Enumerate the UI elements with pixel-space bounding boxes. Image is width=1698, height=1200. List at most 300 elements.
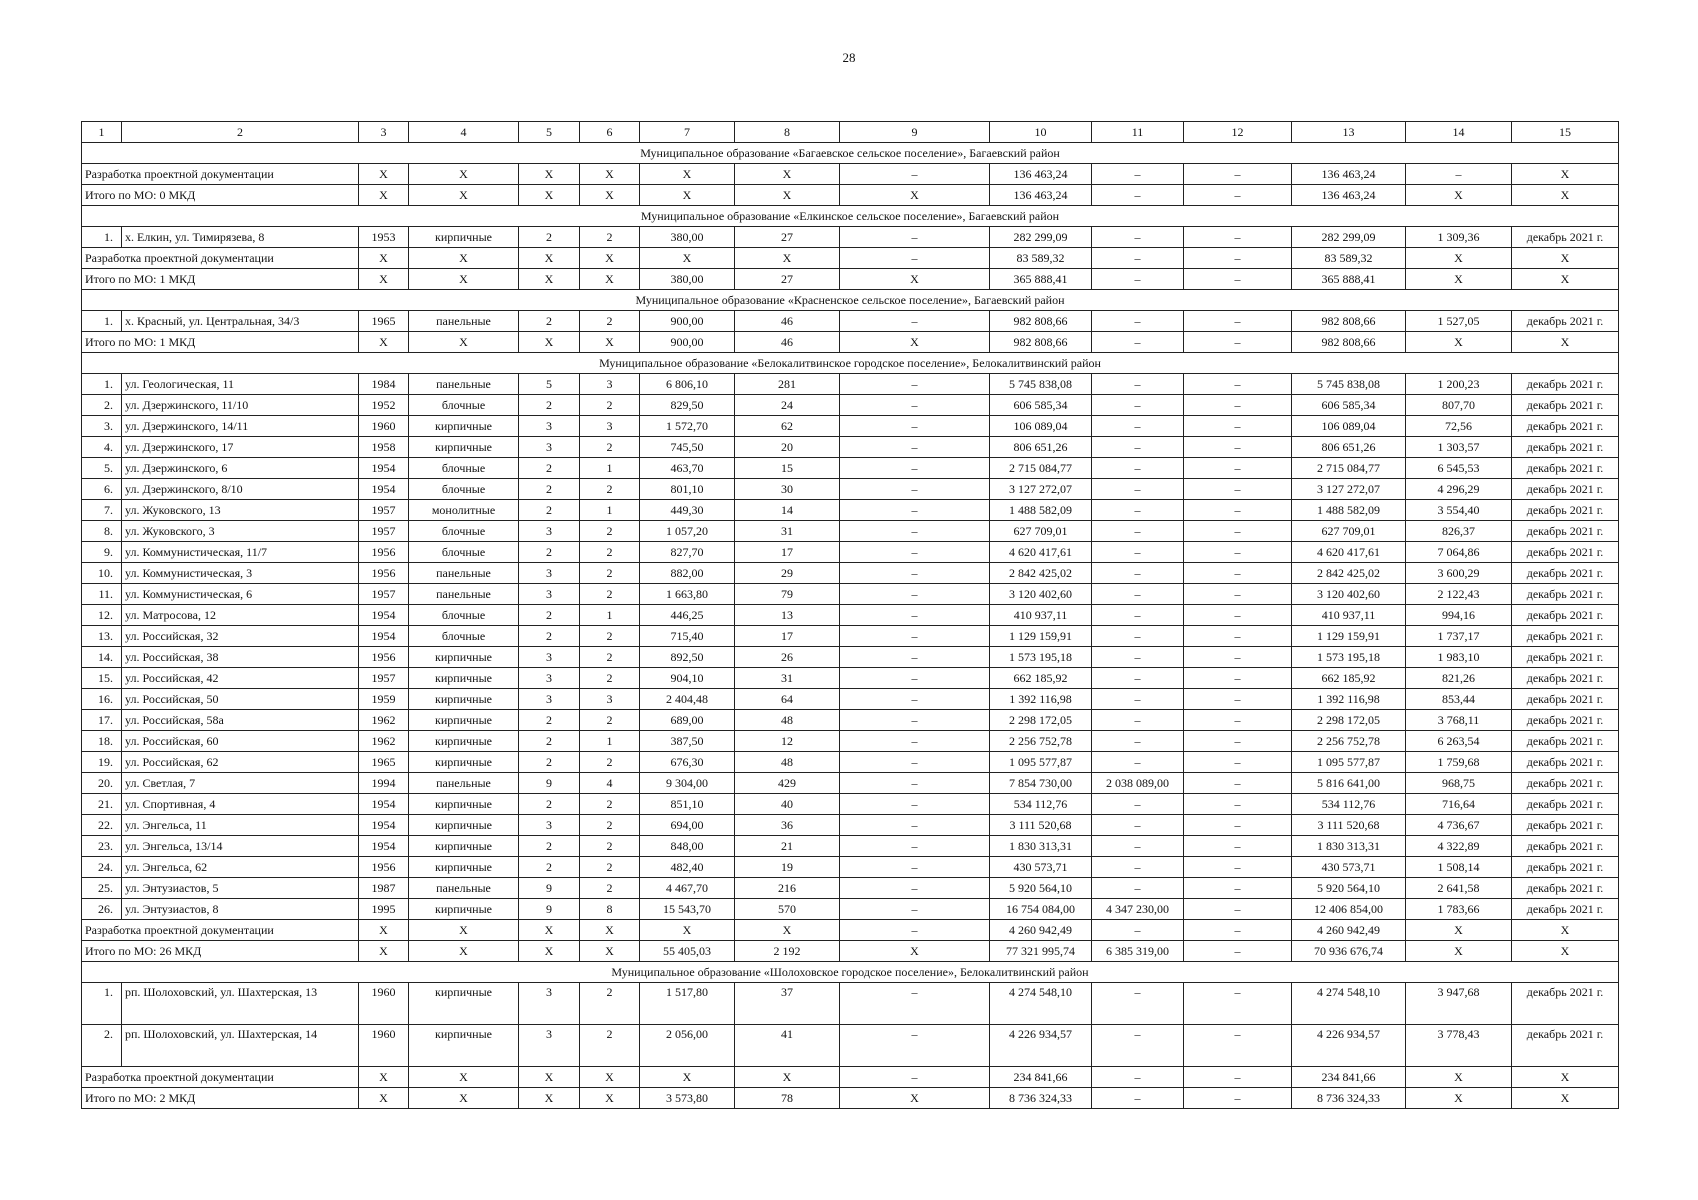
- table-cell: 3 111 520,68: [1292, 815, 1406, 836]
- table-cell: кирпичные: [409, 227, 519, 248]
- table-row: [82, 416, 1619, 437]
- table-cell: 70 936 676,74: [1292, 941, 1406, 962]
- table-cell: 446,25: [640, 605, 735, 626]
- table-cell: 17.: [82, 710, 122, 731]
- table-cell: 380,00: [640, 269, 735, 290]
- table-cell: X: [359, 1088, 409, 1109]
- table-cell: ул. Дзержинского, 14/11: [122, 416, 359, 437]
- table-cell: декабрь 2021 г.: [1512, 521, 1619, 542]
- table-cell: 745,50: [640, 437, 735, 458]
- table-cell: кирпичные: [409, 416, 519, 437]
- table-cell: 430 573,71: [990, 857, 1092, 878]
- table-cell: 807,70: [1406, 395, 1512, 416]
- table-cell: 1 057,20: [640, 521, 735, 542]
- table-cell: X: [359, 185, 409, 206]
- table-cell: X: [1512, 164, 1619, 185]
- table-cell: 4: [409, 122, 519, 143]
- table-cell: –: [1184, 437, 1292, 458]
- table-cell: 1: [82, 122, 122, 143]
- table-cell: –: [1092, 983, 1184, 1025]
- table-cell: –: [1092, 647, 1184, 668]
- table-cell: X: [1512, 332, 1619, 353]
- table-cell: 8: [735, 122, 840, 143]
- section-title: Муниципальное образование «Багаевское сельское поселение», Багаевский район: [82, 143, 1619, 164]
- table-cell: 2: [580, 227, 640, 248]
- table-cell: –: [840, 521, 990, 542]
- table-row: [82, 563, 1619, 584]
- section-title: Муниципальное образование «Белокалитвинское городское поселение», Белокалитвинский район: [82, 353, 1619, 374]
- table-cell: –: [840, 920, 990, 941]
- table-cell: X: [640, 920, 735, 941]
- table-cell: 12 406 854,00: [1292, 899, 1406, 920]
- table-cell: 3 600,29: [1406, 563, 1512, 584]
- table-cell: 3: [519, 521, 580, 542]
- table-cell: –: [1184, 920, 1292, 941]
- table-cell: 662 185,92: [990, 668, 1092, 689]
- summary-row: [82, 332, 1619, 353]
- table-cell: 6.: [82, 479, 122, 500]
- table-cell: 282 299,09: [1292, 227, 1406, 248]
- summary-row: [82, 269, 1619, 290]
- table-cell: 387,50: [640, 731, 735, 752]
- table-cell: 3: [519, 815, 580, 836]
- table-cell: X: [359, 941, 409, 962]
- table-cell: 55 405,03: [640, 941, 735, 962]
- table-cell: 1 392 116,98: [990, 689, 1092, 710]
- table-cell: –: [1092, 710, 1184, 731]
- table-cell: 627 709,01: [990, 521, 1092, 542]
- table-cell: 2 404,48: [640, 689, 735, 710]
- table-cell: 1956: [359, 542, 409, 563]
- table-cell: декабрь 2021 г.: [1512, 836, 1619, 857]
- table-cell: 1 095 577,87: [990, 752, 1092, 773]
- table-cell: 2: [580, 710, 640, 731]
- table-cell: X: [840, 332, 990, 353]
- table-cell: 801,10: [640, 479, 735, 500]
- table-cell: 3: [519, 983, 580, 1025]
- table-cell: 3: [519, 647, 580, 668]
- table-cell: ул. Дзержинского, 17: [122, 437, 359, 458]
- table-cell: 12: [1184, 122, 1292, 143]
- table-cell: 3 778,43: [1406, 1025, 1512, 1067]
- table-cell: декабрь 2021 г.: [1512, 227, 1619, 248]
- table-cell: рп. Шолоховский, ул. Шахтерская, 14: [122, 1025, 359, 1067]
- table-cell: ул. Коммунистическая, 3: [122, 563, 359, 584]
- table-cell: 2: [580, 983, 640, 1025]
- table-cell: 2: [122, 122, 359, 143]
- table-cell: ул. Энтузиастов, 5: [122, 878, 359, 899]
- table-cell: –: [1184, 857, 1292, 878]
- table-cell: 2: [580, 752, 640, 773]
- table-cell: 365 888,41: [990, 269, 1092, 290]
- table-cell: 570: [735, 899, 840, 920]
- table-cell: 46: [735, 332, 840, 353]
- table-cell: –: [840, 983, 990, 1025]
- table-cell: –: [1184, 752, 1292, 773]
- table-cell: блочные: [409, 521, 519, 542]
- table-cell: 1: [580, 731, 640, 752]
- table-cell: 20.: [82, 773, 122, 794]
- table-cell: –: [1184, 983, 1292, 1025]
- table-row: [82, 983, 1619, 1025]
- table-cell: X: [580, 164, 640, 185]
- table-cell: –: [1184, 479, 1292, 500]
- table-cell: –: [1092, 248, 1184, 269]
- table-cell: 606 585,34: [990, 395, 1092, 416]
- table-cell: 1984: [359, 374, 409, 395]
- table-row: [82, 584, 1619, 605]
- table-cell: декабрь 2021 г.: [1512, 668, 1619, 689]
- table-cell: 136 463,24: [990, 164, 1092, 185]
- table-cell: 9: [519, 773, 580, 794]
- table-cell: –: [1092, 605, 1184, 626]
- table-cell: 5: [519, 122, 580, 143]
- table-cell: X: [1406, 1067, 1512, 1088]
- table-cell: 31: [735, 521, 840, 542]
- table-cell: 806 651,26: [990, 437, 1092, 458]
- summary-row: [82, 941, 1619, 962]
- table-cell: –: [840, 1067, 990, 1088]
- table-cell: –: [840, 227, 990, 248]
- table-cell: –: [1092, 269, 1184, 290]
- table-cell: –: [1184, 731, 1292, 752]
- table-cell: –: [840, 752, 990, 773]
- table-cell: 1 392 116,98: [1292, 689, 1406, 710]
- table-cell: декабрь 2021 г.: [1512, 563, 1619, 584]
- table-cell: –: [1092, 920, 1184, 941]
- table-cell: 2 842 425,02: [990, 563, 1092, 584]
- table-cell: 1 573 195,18: [1292, 647, 1406, 668]
- table-cell: X: [840, 185, 990, 206]
- table-cell: 4 274 548,10: [990, 983, 1092, 1025]
- table-cell: 13: [1292, 122, 1406, 143]
- table-cell: 1957: [359, 668, 409, 689]
- table-cell: 2: [519, 857, 580, 878]
- table-row: [82, 815, 1619, 836]
- table-row: [82, 857, 1619, 878]
- table-cell: 2 842 425,02: [1292, 563, 1406, 584]
- table-cell: 1987: [359, 878, 409, 899]
- table-cell: –: [1092, 815, 1184, 836]
- table-cell: –: [1092, 563, 1184, 584]
- table-cell: Итого по МО: 1 МКД: [82, 269, 359, 290]
- table-cell: –: [840, 395, 990, 416]
- section-title-row: [82, 143, 1619, 164]
- table-cell: 2: [580, 794, 640, 815]
- table-cell: 2: [580, 542, 640, 563]
- table-cell: 64: [735, 689, 840, 710]
- table-cell: 136 463,24: [1292, 164, 1406, 185]
- table-cell: 1 129 159,91: [990, 626, 1092, 647]
- table-cell: ул. Российская, 60: [122, 731, 359, 752]
- table-cell: 2: [519, 479, 580, 500]
- table-cell: –: [1184, 563, 1292, 584]
- table-cell: декабрь 2021 г.: [1512, 731, 1619, 752]
- table-cell: 216: [735, 878, 840, 899]
- table-cell: –: [1092, 374, 1184, 395]
- table-cell: кирпичные: [409, 647, 519, 668]
- table-cell: 2: [580, 815, 640, 836]
- table-cell: 3 120 402,60: [1292, 584, 1406, 605]
- table-cell: 1957: [359, 521, 409, 542]
- table-cell: 4 260 942,49: [990, 920, 1092, 941]
- table-cell: ул. Коммунистическая, 6: [122, 584, 359, 605]
- table-cell: 79: [735, 584, 840, 605]
- table-cell: –: [1092, 500, 1184, 521]
- table-cell: 1994: [359, 773, 409, 794]
- table-cell: –: [1092, 479, 1184, 500]
- table-cell: 21.: [82, 794, 122, 815]
- table-cell: 1954: [359, 836, 409, 857]
- table-cell: –: [840, 626, 990, 647]
- table-cell: X: [580, 248, 640, 269]
- table-cell: ул. Российская, 38: [122, 647, 359, 668]
- table-cell: –: [1092, 1025, 1184, 1067]
- table-cell: X: [735, 920, 840, 941]
- table-cell: декабрь 2021 г.: [1512, 416, 1619, 437]
- table-cell: 1956: [359, 857, 409, 878]
- table-cell: 1960: [359, 1025, 409, 1067]
- table-cell: –: [1184, 185, 1292, 206]
- summary-row: [82, 920, 1619, 941]
- table-cell: –: [1092, 626, 1184, 647]
- table-cell: ул. Энгельса, 13/14: [122, 836, 359, 857]
- table-cell: 3: [519, 416, 580, 437]
- table-cell: 1960: [359, 416, 409, 437]
- table-cell: 3: [519, 563, 580, 584]
- table-cell: –: [1184, 1088, 1292, 1109]
- table-row: [82, 395, 1619, 416]
- table-cell: –: [840, 248, 990, 269]
- summary-row: [82, 164, 1619, 185]
- table-cell: X: [640, 185, 735, 206]
- table-cell: 10.: [82, 563, 122, 584]
- table-cell: блочные: [409, 542, 519, 563]
- table-row: [82, 605, 1619, 626]
- table-cell: 25.: [82, 878, 122, 899]
- table-cell: 11.: [82, 584, 122, 605]
- table-cell: 72,56: [1406, 416, 1512, 437]
- table-cell: 3: [519, 1025, 580, 1067]
- table-cell: 27: [735, 269, 840, 290]
- table-cell: 380,00: [640, 227, 735, 248]
- table-cell: X: [359, 248, 409, 269]
- table-cell: 1 830 313,31: [1292, 836, 1406, 857]
- table-cell: –: [1184, 311, 1292, 332]
- table-cell: кирпичные: [409, 815, 519, 836]
- table-cell: 3: [519, 689, 580, 710]
- table-cell: –: [840, 794, 990, 815]
- table-cell: 6 263,54: [1406, 731, 1512, 752]
- table-cell: 17: [735, 626, 840, 647]
- table-cell: 2: [580, 878, 640, 899]
- table-cell: 3: [580, 689, 640, 710]
- table-cell: 2: [580, 626, 640, 647]
- table-cell: 1 309,36: [1406, 227, 1512, 248]
- table-cell: –: [1092, 584, 1184, 605]
- table-cell: 19: [735, 857, 840, 878]
- table-cell: –: [840, 416, 990, 437]
- section-title: Муниципальное образование «Красненское сельское поселение», Багаевский район: [82, 290, 1619, 311]
- table-cell: X: [359, 269, 409, 290]
- table-cell: 3 554,40: [1406, 500, 1512, 521]
- table-row: [82, 794, 1619, 815]
- table-cell: –: [1184, 269, 1292, 290]
- table-cell: X: [640, 164, 735, 185]
- table-cell: кирпичные: [409, 836, 519, 857]
- table-cell: –: [1184, 164, 1292, 185]
- table-cell: 806 651,26: [1292, 437, 1406, 458]
- table-cell: 3 127 272,07: [990, 479, 1092, 500]
- table-cell: 2.: [82, 395, 122, 416]
- table-cell: кирпичные: [409, 689, 519, 710]
- table-cell: 14: [735, 500, 840, 521]
- table-cell: декабрь 2021 г.: [1512, 689, 1619, 710]
- table-cell: 3 111 520,68: [990, 815, 1092, 836]
- table-cell: 821,26: [1406, 668, 1512, 689]
- table-cell: 2: [519, 542, 580, 563]
- table-cell: X: [1406, 269, 1512, 290]
- table-cell: ул. Российская, 50: [122, 689, 359, 710]
- table-cell: 2 256 752,78: [990, 731, 1092, 752]
- table-cell: –: [1184, 374, 1292, 395]
- table-cell: 4 226 934,57: [1292, 1025, 1406, 1067]
- table-cell: блочные: [409, 605, 519, 626]
- table-cell: ул. Российская, 58а: [122, 710, 359, 731]
- table-cell: X: [1512, 920, 1619, 941]
- table-cell: 5 745 838,08: [1292, 374, 1406, 395]
- table-cell: 3: [519, 437, 580, 458]
- table-cell: 2: [580, 647, 640, 668]
- table-cell: ул. Спортивная, 4: [122, 794, 359, 815]
- table-cell: 4 226 934,57: [990, 1025, 1092, 1067]
- table-cell: 1954: [359, 458, 409, 479]
- table-cell: –: [1184, 647, 1292, 668]
- table-cell: 2: [519, 395, 580, 416]
- table-cell: 8: [580, 899, 640, 920]
- table-cell: Разработка проектной документации: [82, 920, 359, 941]
- table-cell: X: [580, 920, 640, 941]
- table-cell: 851,10: [640, 794, 735, 815]
- table-cell: кирпичные: [409, 437, 519, 458]
- table-cell: 1 573 195,18: [990, 647, 1092, 668]
- table-cell: 6 545,53: [1406, 458, 1512, 479]
- table-cell: 12.: [82, 605, 122, 626]
- table-cell: X: [409, 1088, 519, 1109]
- table-cell: 234 841,66: [990, 1067, 1092, 1088]
- table-row: [82, 710, 1619, 731]
- table-row: [82, 647, 1619, 668]
- table-cell: 10: [990, 122, 1092, 143]
- table-cell: X: [519, 248, 580, 269]
- table-cell: X: [735, 248, 840, 269]
- table-cell: кирпичные: [409, 752, 519, 773]
- table-cell: 106 089,04: [990, 416, 1092, 437]
- table-cell: рп. Шолоховский, ул. Шахтерская, 13: [122, 983, 359, 1025]
- section-title: Муниципальное образование «Елкинское сельское поселение», Багаевский район: [82, 206, 1619, 227]
- table-cell: 106 089,04: [1292, 416, 1406, 437]
- table-cell: 5 816 641,00: [1292, 773, 1406, 794]
- table-row: [82, 311, 1619, 332]
- table-cell: 48: [735, 710, 840, 731]
- table-row: [82, 374, 1619, 395]
- table-cell: 365 888,41: [1292, 269, 1406, 290]
- table-cell: X: [409, 941, 519, 962]
- table-cell: 4 347 230,00: [1092, 899, 1184, 920]
- table-cell: 16 754 084,00: [990, 899, 1092, 920]
- table-cell: 1952: [359, 395, 409, 416]
- table-cell: 9: [519, 878, 580, 899]
- table-cell: –: [1184, 815, 1292, 836]
- table-cell: 8.: [82, 521, 122, 542]
- table-cell: 7 854 730,00: [990, 773, 1092, 794]
- table-cell: Разработка проектной документации: [82, 1067, 359, 1088]
- table-cell: 1 488 582,09: [990, 500, 1092, 521]
- table-cell: –: [840, 710, 990, 731]
- table-cell: 4: [580, 773, 640, 794]
- table-cell: 853,44: [1406, 689, 1512, 710]
- table-cell: 2: [519, 626, 580, 647]
- table-cell: X: [580, 269, 640, 290]
- table-cell: 7: [640, 122, 735, 143]
- table-cell: –: [1092, 164, 1184, 185]
- table-cell: 15 543,70: [640, 899, 735, 920]
- table-cell: –: [1184, 500, 1292, 521]
- table-cell: 463,70: [640, 458, 735, 479]
- table-cell: панельные: [409, 773, 519, 794]
- table-cell: 1956: [359, 647, 409, 668]
- table-cell: х. Красный, ул. Центральная, 34/3: [122, 311, 359, 332]
- table-cell: X: [359, 920, 409, 941]
- page-number: 28: [842, 50, 856, 65]
- table-cell: –: [1092, 332, 1184, 353]
- section-title-row: [82, 206, 1619, 227]
- table-cell: 2 038 089,00: [1092, 773, 1184, 794]
- table-cell: –: [1092, 395, 1184, 416]
- table-cell: X: [409, 332, 519, 353]
- table-cell: декабрь 2021 г.: [1512, 647, 1619, 668]
- table-row: [82, 479, 1619, 500]
- table-cell: декабрь 2021 г.: [1512, 584, 1619, 605]
- table-cell: 2: [580, 836, 640, 857]
- table-cell: 892,50: [640, 647, 735, 668]
- table-cell: 1957: [359, 500, 409, 521]
- table-cell: 1: [580, 500, 640, 521]
- table-cell: 1.: [82, 374, 122, 395]
- table-cell: 6 385 319,00: [1092, 941, 1184, 962]
- table-cell: –: [1092, 185, 1184, 206]
- table-cell: 4 736,67: [1406, 815, 1512, 836]
- table-cell: ул. Геологическая, 11: [122, 374, 359, 395]
- table-row: [82, 752, 1619, 773]
- table-cell: 676,30: [640, 752, 735, 773]
- table-row: [82, 668, 1619, 689]
- table-cell: 3: [580, 374, 640, 395]
- table-cell: 27: [735, 227, 840, 248]
- table-cell: 982 808,66: [1292, 311, 1406, 332]
- table-cell: 968,75: [1406, 773, 1512, 794]
- table-cell: X: [640, 1067, 735, 1088]
- table-cell: 2 192: [735, 941, 840, 962]
- table-cell: X: [580, 1067, 640, 1088]
- table-cell: –: [1184, 668, 1292, 689]
- table-cell: х. Елкин, ул. Тимирязева, 8: [122, 227, 359, 248]
- table-cell: декабрь 2021 г.: [1512, 626, 1619, 647]
- table-cell: 6: [580, 122, 640, 143]
- table-cell: –: [840, 815, 990, 836]
- table-cell: 4 467,70: [640, 878, 735, 899]
- table-cell: декабрь 2021 г.: [1512, 500, 1619, 521]
